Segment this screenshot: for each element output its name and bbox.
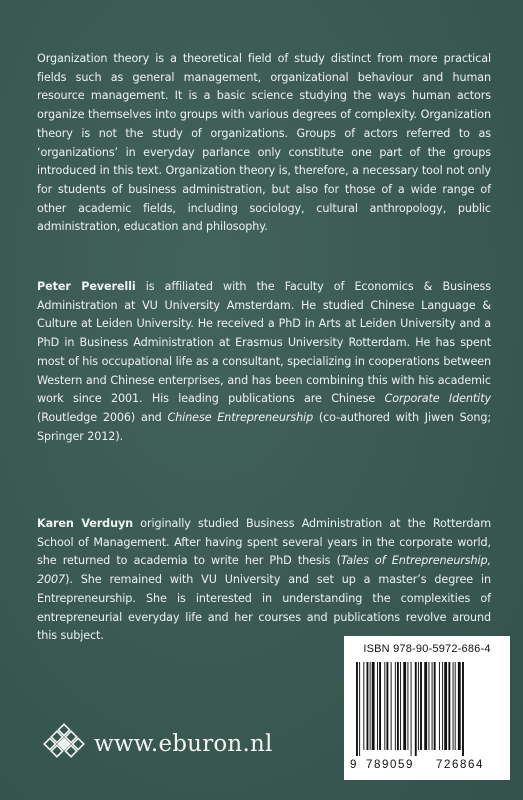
barcode-bar <box>397 662 399 750</box>
barcode-bar <box>379 662 381 750</box>
barcode-digits-right: 726864 <box>436 759 484 771</box>
barcode-bar <box>372 662 375 750</box>
description-paragraph <box>37 50 491 237</box>
diamond-grid-logo-icon <box>40 720 88 768</box>
book-title: Chinese Entrepreneurship <box>167 410 314 424</box>
barcode-bar <box>415 662 417 756</box>
barcode-bar <box>458 662 461 750</box>
barcode-bars <box>356 662 504 756</box>
barcode-bar <box>439 662 440 750</box>
barcode-bar <box>400 662 401 750</box>
book-title: Corporate Identity <box>384 392 492 406</box>
bio-text: is affiliated with the Faculty of Economics & Business Administration at VU University Amsterdam. He studied Chinese Language & Culture at Leiden University. He received a PhD in Arts at Leiden University and a PhD in Business Administration at Erasmus University Rotterdam. He has spent most of his occupational life as a consultant, specializing in cooperations between Western and Chinese enterprises, and has been combining this with his academic work since 2001. His leading publications are Chinese <box>37 280 491 406</box>
bio-text: (co-authored with Jiwen Song; Springer 2012). <box>37 410 491 443</box>
author-bio-peverelli <box>37 278 491 446</box>
isbn-label: ISBN 978-90-5972-686-4 <box>363 643 491 655</box>
barcode-bar <box>356 662 358 756</box>
author-name-peverelli: Peter Peverelli <box>37 280 136 293</box>
author-name-verduyn: Karen Verduyn <box>37 517 134 530</box>
barcode-bar <box>424 662 427 750</box>
barcode-bar <box>444 662 447 750</box>
barcode-bar <box>428 662 429 750</box>
barcode-bar <box>363 662 364 750</box>
barcode-digits-left: 789059 <box>366 759 414 771</box>
barcode-bar <box>434 662 436 750</box>
barcode-bar <box>359 662 360 756</box>
barcode-bar <box>395 662 396 750</box>
isbn-barcode <box>344 636 510 780</box>
thesis-title: Tales of Entrepreneurship, 2007 <box>37 554 491 587</box>
barcode-bar <box>448 662 450 750</box>
barcode-bar <box>442 662 443 750</box>
barcode-bar <box>377 662 378 750</box>
barcode-bar <box>432 662 433 750</box>
barcode-bar <box>418 662 419 750</box>
barcode-bar <box>367 662 369 750</box>
barcode-bar <box>403 662 406 750</box>
barcode-bar <box>386 662 388 750</box>
bio-text: ). She remained with VU University and set up a master’s degree in Entrepreneurship. She is interested in understanding the complexities of entrepreneurial everyday life and her courses and publications revolve around this subject. <box>37 573 491 643</box>
barcode-digit-first: 9 <box>350 759 357 771</box>
barcode-bar <box>462 662 464 756</box>
bio-text: (Routledge 2006) and <box>37 410 168 424</box>
description-text: Organization theory is a theoretical field of study distinct from more practical fields such as general management, organizational behaviour and human resource management. It is a basic science studying the ways human actors organize themselves into groups with various degrees of complexity. Organization theory is not the study of organizations. Groups of actors referred to as ‘organizations’ in everyday parlance only constitute one part of the groups introduced in this text. Organization theory is, therefore, a necessary tool not only for students of business administration, but also for those of a wide range of other academic fields, including sociology, cultural anthropology, public administration, education and philosophy. <box>37 52 491 234</box>
barcode-bar <box>411 662 412 756</box>
bio-text: originally studied Business Administration at the Rotterdam School of Management. After having spent several years in the corporate world, she returned to academia to write her PhD thesis ( <box>37 517 491 568</box>
author-bio-verduyn <box>37 515 491 646</box>
barcode-bar <box>420 662 422 750</box>
barcode-bar <box>370 662 371 750</box>
publisher-website: www.eburon.nl <box>94 731 273 757</box>
barcode-bar <box>455 662 456 750</box>
barcode-bar <box>453 662 454 750</box>
barcode-bar <box>384 662 385 750</box>
barcode-bar <box>391 662 392 750</box>
barcode-bar <box>407 662 408 750</box>
